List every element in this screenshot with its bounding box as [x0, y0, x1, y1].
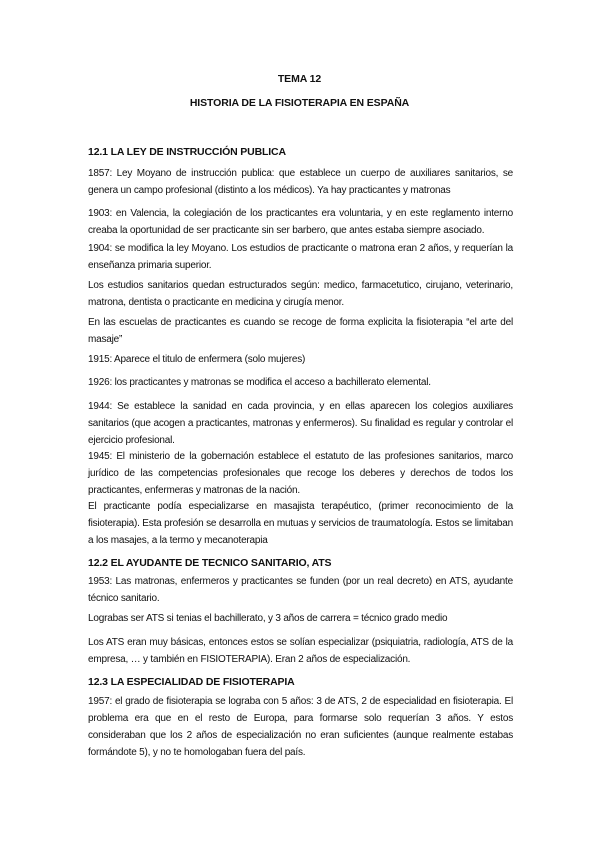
paragraph-1857: 1857: Ley Moyano de instrucción publica: que establece un cuerpo de auxiliares sanitarios, se genera un campo profesional (distinto a los médicos). Ya hay practicantes y matronas [88, 168, 513, 196]
paragraph-1904: 1904: se modifica la ley Moyano. Los estudios de practicante o matrona eran 2 años, y requerían la enseñanza primaria superior. [88, 243, 513, 271]
paragraph-1915: 1915: Aparece el titulo de enfermera (solo mujeres) [88, 354, 306, 365]
paragraph-masajista: El practicante podía especializarse en masajista terapéutico, (primer reconocimiento de la fisioterapia). Esta profesión se desarrolla en mutuas y servicios de traumatología. Estos se limitaban a los masajes, a la termo y mecanoterapia [88, 501, 513, 546]
paragraph-1926: 1926: los practicantes y matronas se modifica el acceso a bachillerato elemental. [88, 377, 431, 388]
paragraph-1957: 1957: el grado de fisioterapia se lograba con 5 años: 3 de ATS, 2 de especialidad en fisioterapia. El problema era que en el resto de Europa, para formarse solo requerían 3 años. Y estos consideraban que los 2 años de especialización no eran suficientes (aunque realmente estabas formándote 5), y no te homologaban fuera del país. [88, 696, 513, 758]
paragraph-estudios: Los estudios sanitarios quedan estructurados según: medico, farmacetutico, cirujano, veterinario, matrona, dentista o practicante en medicina y cirugía menor. [88, 280, 513, 308]
paragraph-1945: 1945: El ministerio de la gobernación establece el estatuto de las profesiones sanitarios, marco jurídico de las competencias profesionales que recoge los deberes y derechos de todos los practicantes, enfermeras y matronas de la nación. [88, 451, 513, 496]
document-title: HISTORIA DE LA FISIOTERAPIA EN ESPAÑA [189, 97, 410, 109]
paragraph-escuelas: En las escuelas de practicantes es cuando se recoge de forma explicita la fisioterapia “el arte del masaje” [88, 317, 513, 345]
section-heading-12-1: 12.1 LA LEY DE INSTRUCCIÓN PUBLICA [88, 146, 286, 158]
paragraph-lograbas: Lograbas ser ATS si tenias el bachillerato, y 3 años de carrera = técnico grado medio [88, 613, 448, 624]
paragraph-1944: 1944: Se establece la sanidad en cada provincia, y en ellas aparecen los colegios auxiliares sanitarios (que acogen a practicantes, matronas y enfermeros). Su finalidad es regular y controlar el ejercicio profesional. [88, 401, 513, 446]
section-heading-12-2: 12.2 EL AYUDANTE DE TECNICO SANITARIO, ATS [88, 557, 332, 569]
section-heading-12-3: 12.3 LA ESPECIALIDAD DE FISIOTERAPIA [88, 676, 295, 688]
document-tema: TEMA 12 [277, 73, 322, 85]
paragraph-ats-basicas: Los ATS eran muy básicas, entonces estos se solían especializar (psiquiatria, radiología, ATS de la empresa, … y también en FISIOTERAPIA). Eran 2 años de especialización. [88, 637, 513, 665]
paragraph-1953: 1953: Las matronas, enfermeros y practicantes se funden (por un real decreto) en ATS, ayudante técnico sanitario. [88, 576, 513, 604]
paragraph-1903: 1903: en Valencia, la colegiación de los practicantes era voluntaria, y en este reglamento interno creaba la oportunidad de ser practicante sin ser barbero, que antes estaba siempre asociado. [88, 208, 513, 236]
